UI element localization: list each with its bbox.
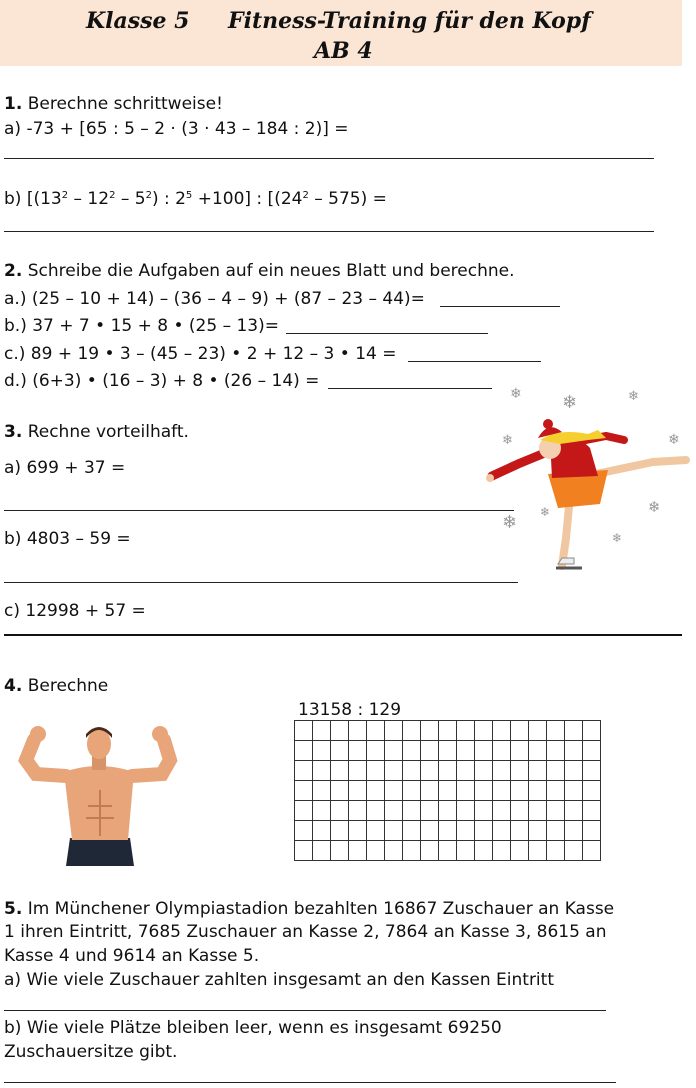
grid-cell xyxy=(511,821,529,841)
grid-cell xyxy=(313,821,331,841)
grid-cell xyxy=(583,741,601,761)
grid-cell xyxy=(385,821,403,841)
answer-line xyxy=(4,510,514,511)
grid-cell xyxy=(583,821,601,841)
expr-part: – 12 xyxy=(68,189,110,209)
expr-part: ) : 2 xyxy=(151,189,186,209)
grid-cell xyxy=(331,821,349,841)
grid-cell xyxy=(475,741,493,761)
grid-cell xyxy=(421,721,439,741)
expr-part: b) [(13 xyxy=(4,189,62,209)
grid-cell xyxy=(475,721,493,741)
calculation-grid xyxy=(294,720,601,861)
answer-line xyxy=(328,388,492,389)
grid-cell xyxy=(367,721,385,741)
grid-cell xyxy=(313,761,331,781)
task3-a: a) 699 + 37 = xyxy=(4,458,126,478)
expr-part: – 575) = xyxy=(308,189,387,209)
exponent: 2 xyxy=(145,190,152,201)
grid-cell xyxy=(475,781,493,801)
task4-heading xyxy=(4,676,108,696)
task2-a: a.) (25 – 10 + 14) – (36 – 4 – 9) + (87 – 23 – 44)= xyxy=(4,289,425,309)
grid-cell xyxy=(547,801,565,821)
expr-part: – 5 xyxy=(115,189,146,209)
grid-cell xyxy=(547,761,565,781)
grid-cell xyxy=(331,781,349,801)
grid-cell xyxy=(457,761,475,781)
grid-cell xyxy=(529,721,547,741)
grid-cell xyxy=(295,761,313,781)
task3-instruction: Rechne vorteilhaft. xyxy=(27,422,189,442)
task2-instruction: Schreibe die Aufgaben auf ein neues Blatt und berechne. xyxy=(27,261,515,281)
grid-cell xyxy=(583,721,601,741)
answer-line xyxy=(4,231,654,232)
exponent: 2 xyxy=(109,190,116,201)
task2-number: 2. xyxy=(4,261,23,281)
grid-cell xyxy=(295,741,313,761)
expr-part: +100] : [(24 xyxy=(192,189,303,209)
task4-number: 4. xyxy=(4,676,23,696)
grid-cell xyxy=(385,721,403,741)
bodybuilder-illustration xyxy=(16,720,178,868)
grid-cell xyxy=(367,821,385,841)
grid-cell xyxy=(421,741,439,761)
grid-cell xyxy=(565,821,583,841)
grid-cell xyxy=(313,841,331,861)
task1-heading xyxy=(4,94,223,114)
grid-cell xyxy=(367,761,385,781)
grid-cell xyxy=(457,841,475,861)
exponent: 2 xyxy=(61,190,69,201)
task5-number: 5. xyxy=(4,899,23,919)
grid-cell xyxy=(475,821,493,841)
grid-cell xyxy=(439,801,457,821)
svg-text:❄: ❄ xyxy=(502,433,513,448)
grid-cell xyxy=(367,741,385,761)
grid-cell xyxy=(583,801,601,821)
task5-b-line1: b) Wie viele Plätze bleiben leer, wenn es insgesamt 69250 xyxy=(4,1018,502,1038)
task2-d: d.) (6+3) • (16 – 3) + 8 • (26 – 14) = xyxy=(4,371,320,391)
grid-cell xyxy=(529,821,547,841)
svg-text:❄: ❄ xyxy=(562,392,578,413)
answer-line xyxy=(4,1010,606,1011)
grid-cell xyxy=(511,841,529,861)
grid-cell xyxy=(385,741,403,761)
class-label: Klasse 5 xyxy=(86,8,190,34)
answer-line xyxy=(4,1082,616,1083)
grid-cell xyxy=(565,781,583,801)
grid-cell xyxy=(367,841,385,861)
grid-cell xyxy=(475,801,493,821)
grid-cell xyxy=(511,801,529,821)
ice-skater-illustration xyxy=(478,378,693,580)
grid-cell xyxy=(439,781,457,801)
task2-heading xyxy=(4,261,515,281)
grid-cell xyxy=(547,821,565,841)
grid-cell xyxy=(403,841,421,861)
task5-a: a) Wie viele Zuschauer zahlten insgesamt an den Kassen Eintritt xyxy=(4,970,554,990)
grid-cell xyxy=(349,821,367,841)
grid-cell xyxy=(457,801,475,821)
grid-cell xyxy=(583,841,601,861)
task3-number: 3. xyxy=(4,422,23,442)
grid-cell xyxy=(565,741,583,761)
svg-text:❄: ❄ xyxy=(502,512,518,533)
grid-cell xyxy=(511,721,529,741)
task4-instruction: Berechne xyxy=(27,676,109,696)
grid-cell xyxy=(421,781,439,801)
grid-cell xyxy=(565,761,583,781)
answer-line xyxy=(4,582,518,583)
task1-a: a) -73 + [65 : 5 – 2 · (3 · 43 – 184 : 2)] = xyxy=(4,119,349,139)
svg-text:❄: ❄ xyxy=(668,432,680,448)
grid-cell xyxy=(295,821,313,841)
grid-cell xyxy=(385,761,403,781)
grid-cell xyxy=(385,801,403,821)
grid-cell xyxy=(349,841,367,861)
grid-cell xyxy=(421,761,439,781)
answer-line xyxy=(4,158,654,159)
grid-cell xyxy=(511,741,529,761)
grid-cell xyxy=(529,781,547,801)
grid-cell xyxy=(511,761,529,781)
worksheet-title: Fitness-Training für den Kopf xyxy=(228,8,591,34)
grid-cell xyxy=(295,781,313,801)
division-problem: 13158 : 129 xyxy=(298,700,402,720)
grid-cell xyxy=(475,761,493,781)
grid-cell xyxy=(295,721,313,741)
grid-cell xyxy=(349,741,367,761)
grid-cell xyxy=(313,781,331,801)
grid-cell xyxy=(493,841,511,861)
task5-text-line2: 1 ihren Eintritt, 7685 Zuschauer an Kasse 2, 7864 an Kasse 3, 8615 an xyxy=(4,922,607,942)
grid-cell xyxy=(583,761,601,781)
task5-text-line1: Im Münchener Olympiastadion bezahlten 16867 Zuschauer an Kasse xyxy=(27,899,615,919)
task2-c: c.) 89 + 19 • 3 – (45 – 23) • 2 + 12 – 3 • 14 = xyxy=(4,344,397,364)
grid-cell xyxy=(583,781,601,801)
grid-cell xyxy=(493,741,511,761)
svg-text:❄: ❄ xyxy=(540,505,551,519)
grid-cell xyxy=(493,801,511,821)
task5-line1 xyxy=(4,899,614,919)
grid-cell xyxy=(529,841,547,861)
task5-b-line2: Zuschauersitze gibt. xyxy=(4,1042,178,1062)
grid-cell xyxy=(349,721,367,741)
svg-text:❄: ❄ xyxy=(628,389,639,404)
grid-cell xyxy=(439,741,457,761)
svg-text:❄: ❄ xyxy=(648,498,661,516)
grid-cell xyxy=(439,841,457,861)
grid-cell xyxy=(493,761,511,781)
answer-line xyxy=(286,333,488,334)
grid-cell xyxy=(331,721,349,741)
grid-cell xyxy=(529,741,547,761)
grid-cell xyxy=(331,741,349,761)
grid-cell xyxy=(457,741,475,761)
grid-cell xyxy=(439,761,457,781)
answer-line xyxy=(408,361,541,362)
grid-cell xyxy=(313,741,331,761)
grid-cell xyxy=(547,781,565,801)
grid-cell xyxy=(421,821,439,841)
grid-cell xyxy=(385,781,403,801)
grid-cell xyxy=(313,801,331,821)
grid-cell xyxy=(403,781,421,801)
task1-instruction: Berechne schrittweise! xyxy=(27,94,223,114)
grid-cell xyxy=(493,721,511,741)
task3-c: c) 12998 + 57 = xyxy=(4,601,146,621)
exponent: 2 xyxy=(302,190,309,201)
answer-line xyxy=(440,306,560,307)
grid-cell xyxy=(565,721,583,741)
task1-number: 1. xyxy=(4,94,23,114)
grid-cell xyxy=(565,801,583,821)
grid-cell xyxy=(403,801,421,821)
sheet-label: AB 4 xyxy=(314,38,373,64)
grid-cell xyxy=(403,761,421,781)
grid-cell xyxy=(331,841,349,861)
grid-cell xyxy=(439,721,457,741)
grid-cell xyxy=(295,801,313,821)
section-divider xyxy=(4,634,682,636)
grid-cell xyxy=(547,841,565,861)
grid-cell xyxy=(457,721,475,741)
svg-text:❄: ❄ xyxy=(510,386,522,402)
task3-b: b) 4803 – 59 = xyxy=(4,529,131,549)
grid-cell xyxy=(547,741,565,761)
grid-cell xyxy=(367,801,385,821)
grid-cell xyxy=(313,721,331,741)
grid-cell xyxy=(403,741,421,761)
grid-cell xyxy=(403,721,421,741)
grid-cell xyxy=(457,821,475,841)
grid-cell xyxy=(565,841,583,861)
grid-cell xyxy=(529,801,547,821)
task2-b: b.) 37 + 7 • 15 + 8 • (25 – 13)= xyxy=(4,316,279,336)
svg-text:❄: ❄ xyxy=(612,531,623,545)
grid-cell xyxy=(331,761,349,781)
grid-cell xyxy=(421,801,439,821)
task5-text-line3: Kasse 4 und 9614 an Kasse 5. xyxy=(4,946,260,966)
grid-cell xyxy=(493,781,511,801)
grid-cell xyxy=(349,801,367,821)
task1-b xyxy=(4,189,387,209)
grid-cell xyxy=(475,841,493,861)
grid-cell xyxy=(349,781,367,801)
grid-cell xyxy=(529,761,547,781)
grid-cell xyxy=(367,781,385,801)
task3-heading xyxy=(4,422,189,442)
grid-cell xyxy=(331,801,349,821)
exponent: 5 xyxy=(185,190,193,201)
grid-cell xyxy=(421,841,439,861)
grid-cell xyxy=(295,841,313,861)
grid-cell xyxy=(349,761,367,781)
grid-cell xyxy=(403,821,421,841)
grid-cell xyxy=(493,821,511,841)
grid-cell xyxy=(439,821,457,841)
grid-cell xyxy=(511,781,529,801)
grid-cell xyxy=(547,721,565,741)
grid-cell xyxy=(385,841,403,861)
grid-cell xyxy=(457,781,475,801)
